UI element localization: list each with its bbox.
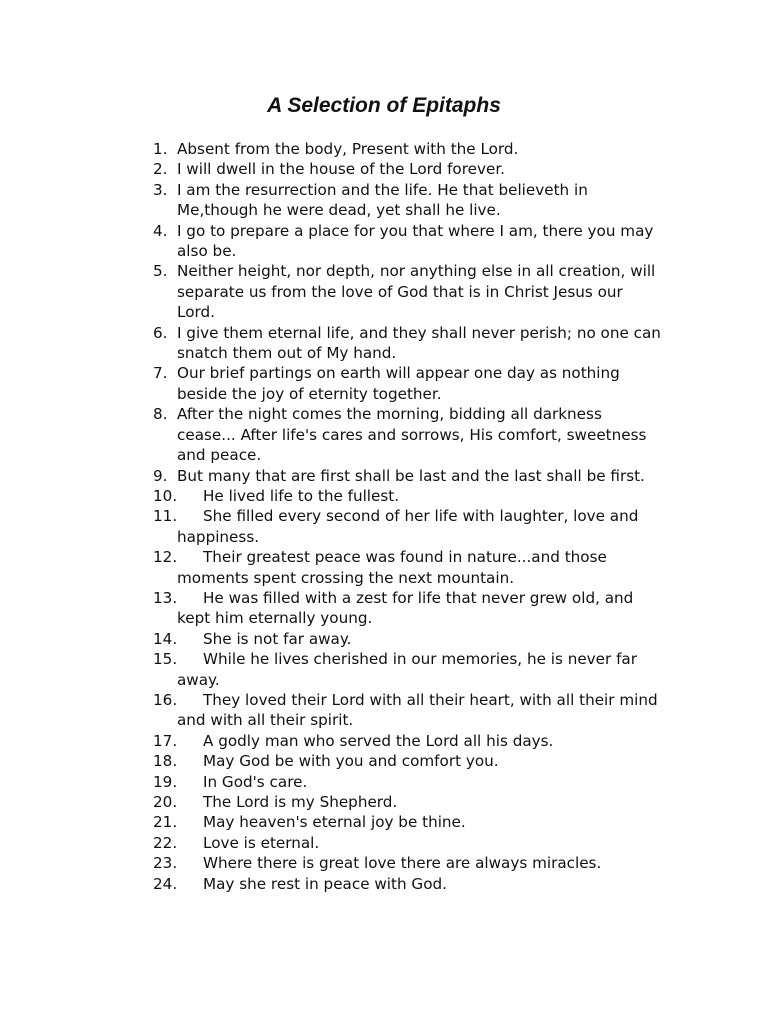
epitaph-text: I go to prepare a place for you that where I am, there you may also be.: [177, 221, 654, 261]
epitaph-item: [153, 588, 663, 629]
epitaph-text: I give them eternal life, and they shall never perish; no one can snatch them out of My hand.: [177, 323, 661, 363]
epitaph-number: 17.: [153, 731, 178, 750]
epitaph-text: I will dwell in the house of the Lord forever.: [177, 160, 505, 179]
epitaph-text: Our brief partings on earth will appear one day as nothing beside the joy of eternity together.: [177, 364, 620, 403]
epitaph-text: Love is eternal.: [203, 833, 320, 852]
epitaph-item: [153, 547, 663, 588]
epitaph-item: [153, 649, 663, 690]
epitaph-number: 1.: [153, 140, 168, 158]
epitaph-text: A godly man who served the Lord all his days.: [203, 731, 554, 750]
epitaph-number: 6.: [153, 323, 168, 342]
epitaph-text: She is not far away.: [203, 629, 352, 648]
epitaph-number: 13.: [153, 588, 178, 607]
epitaph-text: Where there is great love there are always miracles.: [203, 854, 602, 873]
epitaph-number: 15.: [153, 650, 178, 669]
epitaph-number: 21.: [153, 813, 178, 832]
epitaph-number: 5.: [153, 262, 168, 281]
epitaph-number: 9.: [153, 466, 168, 485]
epitaph-text: He was filled with a zest for life that never grew old, and kept him eternally young.: [177, 588, 634, 628]
epitaph-number: 8.: [153, 405, 168, 424]
epitaph-text: In God's care.: [203, 772, 308, 791]
epitaph-item: [153, 139, 663, 159]
epitaph-text: May she rest in peace with God.: [203, 874, 447, 893]
epitaph-item: [153, 180, 663, 221]
epitaph-item: [153, 751, 663, 771]
epitaph-item: [153, 261, 663, 322]
epitaph-item: [153, 772, 663, 792]
epitaph-number: 19.: [153, 772, 178, 791]
epitaph-number: 20.: [153, 793, 178, 811]
epitaph-text: But many that are first shall be last and the last shall be first.: [177, 466, 645, 485]
epitaph-number: 4.: [153, 221, 168, 240]
epitaph-item: [153, 833, 663, 853]
epitaph-item: [153, 792, 663, 812]
epitaph-item: [153, 363, 663, 404]
epitaph-text: She filled every second of her life with laughter, love and happiness.: [177, 507, 639, 546]
document-title: A Selection of Epitaphs: [267, 94, 501, 117]
epitaph-item: [153, 221, 663, 262]
epitaph-item: [153, 159, 663, 179]
epitaph-text: The Lord is my Shepherd.: [203, 793, 398, 811]
epitaph-item: [153, 629, 663, 649]
epitaph-text: While he lives cherished in our memories, he is never far away.: [177, 650, 637, 689]
epitaph-item: [153, 690, 663, 731]
epitaph-text: Neither height, nor depth, nor anything else in all creation, will separate us from the love of God that is in Christ Jesus our Lord.: [177, 262, 656, 322]
epitaph-number: 10.: [153, 486, 178, 505]
epitaph-item: [153, 874, 663, 894]
epitaph-item: [153, 404, 663, 465]
epitaph-list: [153, 139, 663, 894]
epitaph-text: Their greatest peace was found in nature...and those moments spent crossing the next mountain.: [177, 548, 607, 587]
epitaph-item: [153, 506, 663, 547]
epitaph-number: 16.: [153, 690, 178, 709]
epitaph-number: 22.: [153, 833, 178, 852]
epitaph-number: 24.: [153, 874, 178, 893]
epitaph-number: 11.: [153, 507, 178, 526]
epitaph-number: 2.: [153, 160, 168, 179]
epitaph-item: [153, 812, 663, 832]
epitaph-number: 3.: [153, 180, 168, 199]
epitaph-item: [153, 486, 663, 506]
epitaph-number: 23.: [153, 854, 178, 873]
epitaph-text: I am the resurrection and the life. He that believeth in Me,though he were dead, yet shall he live.: [177, 180, 588, 220]
epitaph-text: He lived life to the fullest.: [203, 486, 400, 505]
epitaph-number: 12.: [153, 548, 178, 567]
epitaph-number: 14.: [153, 629, 178, 648]
epitaph-text: Absent from the body, Present with the Lord.: [177, 140, 519, 158]
epitaph-number: 18.: [153, 752, 178, 771]
epitaph-item: [153, 853, 663, 873]
epitaph-item: [153, 466, 663, 486]
epitaph-item: [153, 731, 663, 751]
epitaph-text: May God be with you and comfort you.: [203, 752, 499, 771]
epitaph-text: May heaven's eternal joy be thine.: [203, 813, 466, 832]
epitaph-item: [153, 323, 663, 364]
epitaph-number: 7.: [153, 364, 168, 383]
epitaph-text: They loved their Lord with all their heart, with all their mind and with all their spirit.: [177, 690, 658, 730]
epitaph-text: After the night comes the morning, bidding all darkness cease... After life's cares and sorrows, His comfort, sweetness and peace.: [177, 405, 647, 465]
